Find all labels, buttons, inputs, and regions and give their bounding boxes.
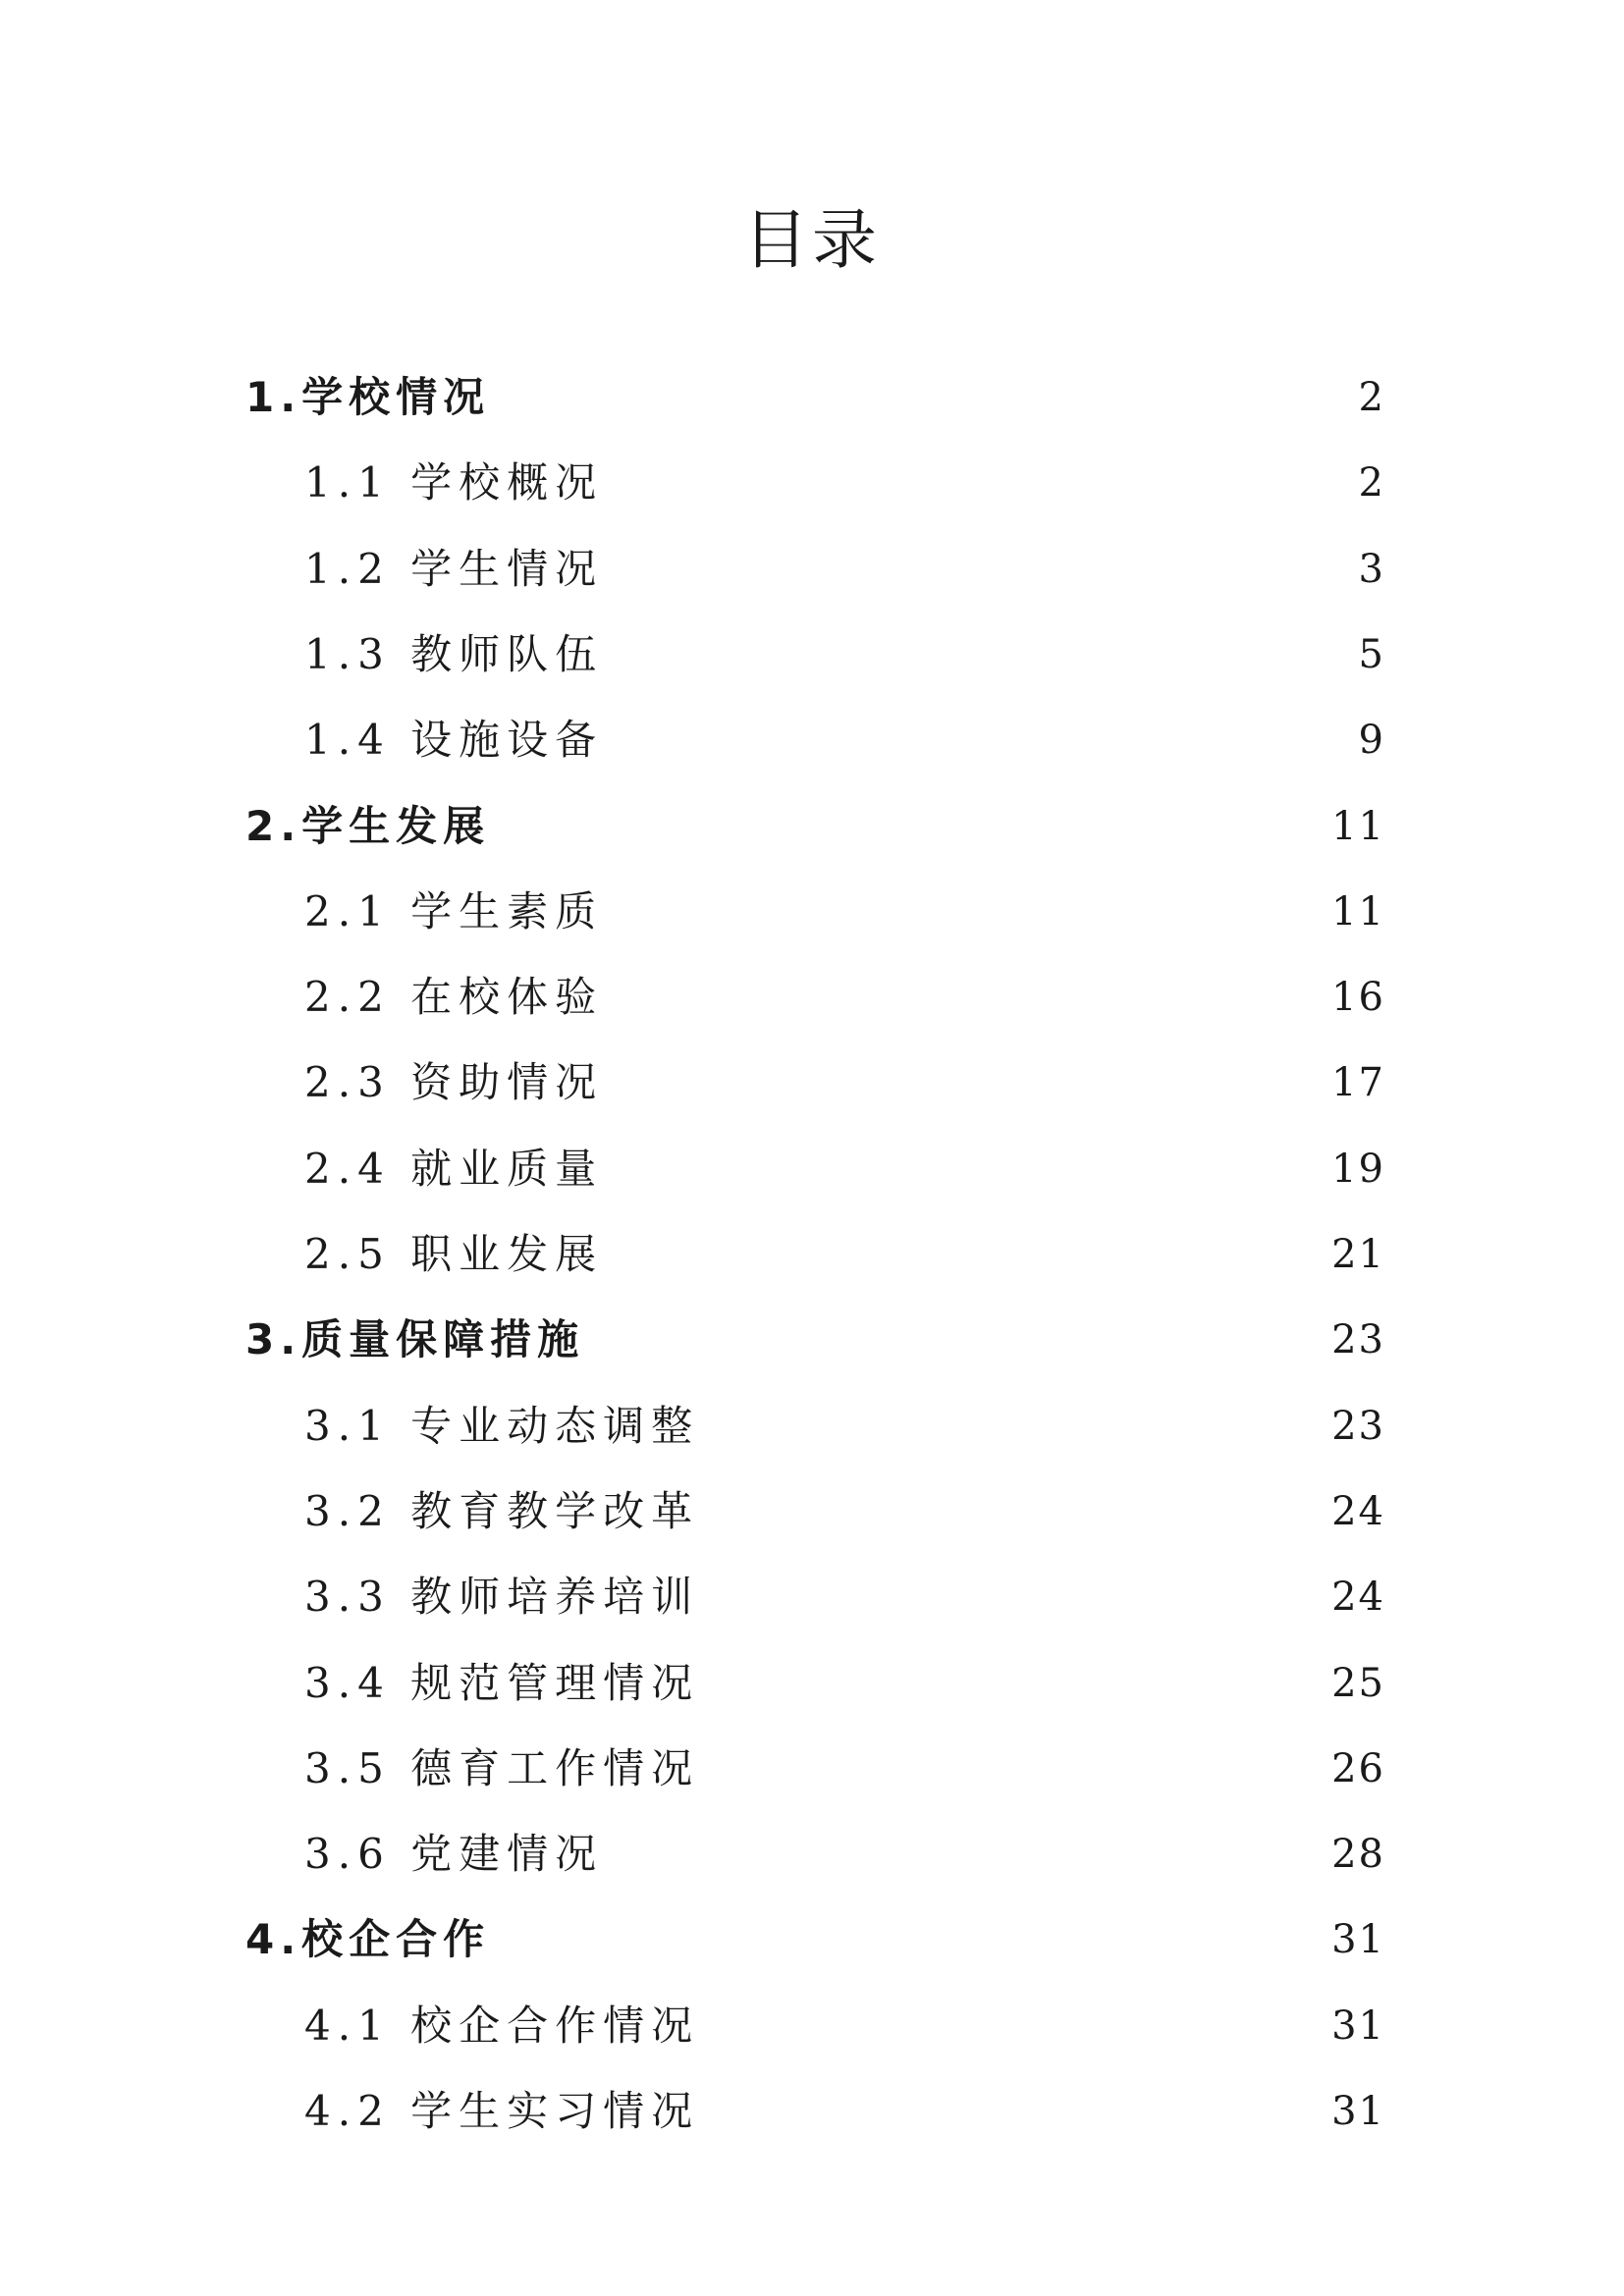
dot-leader (623, 882, 1314, 941)
dot-leader (510, 368, 1325, 427)
toc-page-number: 9 (1358, 718, 1385, 764)
dot-leader (719, 1654, 1314, 1713)
toc-entry-label: 2.3 资助情况 (304, 1058, 604, 1107)
toc-page-number: 26 (1331, 1745, 1385, 1791)
dot-leader (719, 1739, 1314, 1798)
dot-leader (719, 1997, 1314, 2056)
toc-page-number: 11 (1331, 803, 1385, 849)
toc-entry-1-3[interactable] (304, 625, 1385, 684)
toc-page-number: 23 (1331, 1317, 1385, 1363)
dot-leader (623, 625, 1325, 684)
dot-leader (623, 1140, 1314, 1199)
toc-entry-label: 1.1 学校概况 (304, 458, 604, 507)
dot-leader (719, 2082, 1314, 2141)
toc-entry-3-3[interactable] (304, 1568, 1385, 1627)
dot-leader (510, 1910, 1314, 1969)
toc-page-number: 19 (1331, 1146, 1385, 1192)
toc-entry-label: 4.2 学生实习情况 (304, 2087, 700, 2135)
toc-entry-label: 3.1 专业动态调整 (304, 1401, 700, 1450)
dot-leader (623, 454, 1325, 512)
toc-page-number: 23 (1331, 1403, 1385, 1449)
toc-entry-2-4[interactable] (304, 1140, 1385, 1199)
toc-page-number: 24 (1331, 1575, 1385, 1621)
toc-entry-3-6[interactable] (304, 1825, 1385, 1884)
toc-entry-2-5[interactable] (304, 1225, 1385, 1284)
toc-page-number: 21 (1331, 1232, 1385, 1277)
toc-entry-1[interactable] (245, 368, 1385, 427)
toc-entry-1-4[interactable] (304, 711, 1385, 770)
toc-entry-label: 3.5 德育工作情况 (304, 1743, 700, 1792)
toc-entry-label: 3.3 教师培养培训 (304, 1573, 700, 1622)
dot-leader (623, 1225, 1314, 1284)
toc-entry-4-2[interactable] (304, 2082, 1385, 2141)
toc-entry-2[interactable] (245, 797, 1385, 856)
toc-page-number: 31 (1331, 2002, 1385, 2049)
dot-leader (623, 968, 1314, 1027)
toc-entry-label: 4.1 校企合作情况 (304, 2001, 700, 2050)
toc-entry-label: 1.3 教师队伍 (304, 629, 604, 678)
toc-page-number: 28 (1331, 1832, 1385, 1878)
toc-entry-3-1[interactable] (304, 1397, 1385, 1456)
toc-entry-label: 3.6 党建情况 (304, 1830, 604, 1879)
toc-page-number: 25 (1331, 1660, 1385, 1706)
toc-entry-4[interactable] (245, 1910, 1385, 1969)
toc-entry-3-5[interactable] (304, 1739, 1385, 1798)
toc-entry-label: 2.4 就业质量 (304, 1144, 604, 1193)
toc-page-number: 17 (1331, 1060, 1385, 1106)
toc-entry-label: 3.质量保障措施 (245, 1315, 585, 1364)
dot-leader (623, 540, 1325, 599)
toc-entry-label: 2.学生发展 (245, 801, 491, 850)
dot-leader (510, 797, 1314, 856)
dot-leader (604, 1310, 1314, 1369)
toc-entry-1-2[interactable] (304, 540, 1385, 599)
toc-entry-label: 1.2 学生情况 (304, 544, 604, 593)
toc-entry-4-1[interactable] (304, 1997, 1385, 2056)
toc-entry-2-2[interactable] (304, 968, 1385, 1027)
toc-page-number: 2 (1358, 460, 1385, 507)
toc-entry-label: 3.2 教育教学改革 (304, 1486, 700, 1535)
toc-entry-label: 2.2 在校体验 (304, 973, 604, 1022)
dot-leader (623, 1053, 1314, 1112)
toc-entry-3[interactable] (245, 1310, 1385, 1369)
toc-entry-1-1[interactable] (304, 454, 1385, 512)
toc-page-number: 31 (1331, 2089, 1385, 2134)
toc-page-number: 11 (1331, 888, 1385, 934)
toc-page-number: 31 (1331, 1917, 1385, 1963)
toc-entry-label: 4.校企合作 (245, 1915, 491, 1964)
toc-entry-label: 2.1 学生素质 (304, 886, 604, 935)
toc-entry-label: 1.学校情况 (245, 373, 491, 421)
toc-entry-3-4[interactable] (304, 1654, 1385, 1713)
toc-page-number: 24 (1331, 1488, 1385, 1534)
dot-leader (719, 1397, 1314, 1456)
toc-entry-2-1[interactable] (304, 882, 1385, 941)
dot-leader (623, 1825, 1314, 1884)
dot-leader (719, 1482, 1314, 1541)
page-title: 目录 (743, 202, 881, 278)
toc-page-number: 16 (1331, 975, 1385, 1021)
toc-entry-3-2[interactable] (304, 1482, 1385, 1541)
toc-entry-label: 1.4 设施设备 (304, 716, 604, 765)
toc-entry-label: 3.4 规范管理情况 (304, 1658, 700, 1707)
toc-page-number: 5 (1358, 631, 1385, 677)
dot-leader (719, 1568, 1314, 1627)
toc-page-number: 3 (1358, 546, 1385, 592)
toc-page-number: 2 (1358, 375, 1385, 420)
toc-entry-2-3[interactable] (304, 1053, 1385, 1112)
toc-entry-label: 2.5 职业发展 (304, 1230, 604, 1278)
dot-leader (623, 711, 1325, 770)
